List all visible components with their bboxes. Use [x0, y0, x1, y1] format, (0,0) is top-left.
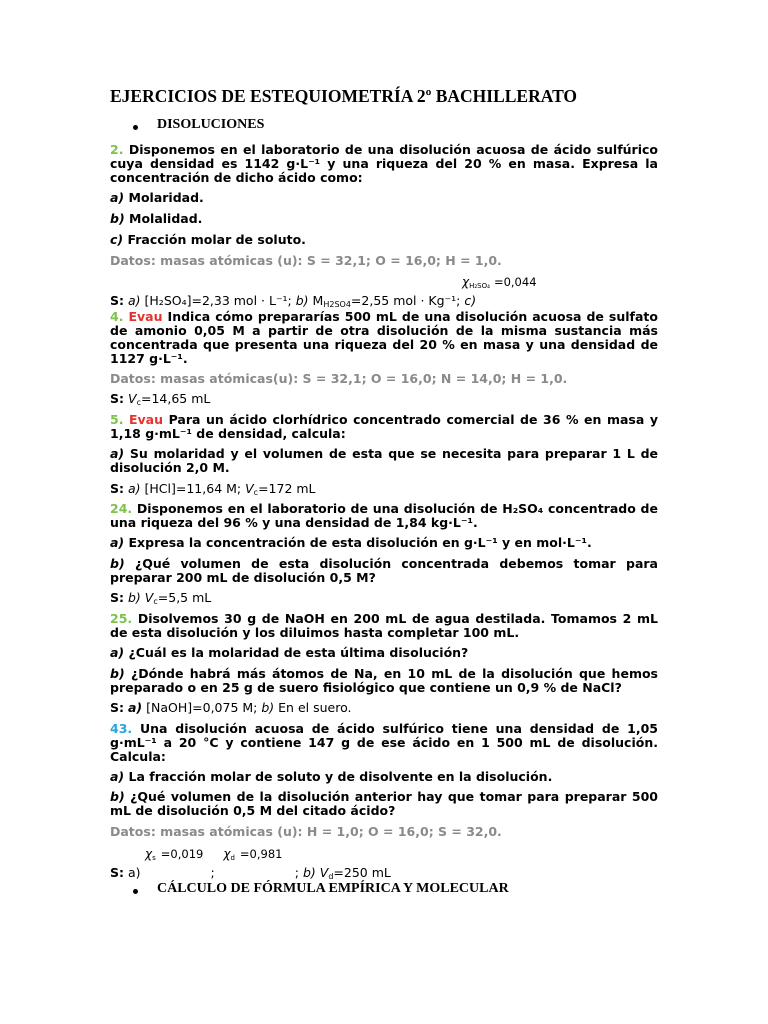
exercise-2: [110, 143, 658, 185]
exercise-number: 43.: [110, 721, 133, 736]
exercise-5-part-a: a) Su molaridad y el volumen de esta que se necesita para preparar 1 L de disolución 2,0 M.: [110, 446, 658, 475]
exercise-2-solution: χH₂SO₄ =0,044 S: a) [H₂SO₄]=2,33 mol · L⁻¹; b) $M_{H2SO4}=2,55$ mol · Kg⁻¹; c): [110, 275, 537, 309]
exercise-4-data: Datos: masas atómicas(u): S = 32,1; O = 16,0; N = 14,0; H = 1,0.: [110, 371, 568, 386]
exercise-43-data: Datos: masas atómicas (u): H = 1,0; O = 16,0; S = 32,0.: [110, 824, 502, 839]
exercise-4: 4. Evau Indica cómo prepararías 500 mL de una disolución acuosa de sulfato de amonio 0,05 M a partir de otra disolución de la misma sustancia más concentrada que presenta una riqueza del 20 % en masa y una densidad de 1127 g·L⁻¹.: [110, 309, 658, 366]
exercise-number: 2.: [110, 142, 124, 157]
exercise-24-solution: S: b) $V_c=5,5$ mL: [110, 590, 212, 606]
exercise-25-solution: S: a) [NaOH]=0,075 M; b) En el suero.: [110, 700, 352, 715]
exercise-24-part-a: a) Expresa la concentración de esta disolución en g·L⁻¹ y en mol·L⁻¹.: [110, 535, 592, 550]
exercise-43-solution: χs =0,019 χd =0,981 S: a) ; ; b) $V_d=250$ mL: [110, 847, 391, 881]
exercise-number: 24.: [110, 501, 133, 516]
bullet-icon: [133, 125, 138, 130]
exercise-25-part-b: b) ¿Dónde habrá más átomos de Na, en 10 mL de la disolución que hemos preparado o en 25 g de suero fisiológico que contiene un 0,9 % de NaCl?: [110, 666, 658, 695]
exercise-2-data: Datos: masas atómicas (u): S = 32,1; O = 16,0; H = 1,0.: [110, 253, 502, 268]
exercise-43-part-a: a) La fracción molar de soluto y de disolvente en la disolución.: [110, 769, 553, 784]
exercise-25: 25. Disolvemos 30 g de NaOH en 200 mL de agua destilada. Tomamos 2 mL de esta disolución y los diluimos hasta completar 100 mL.: [110, 611, 658, 640]
exercise-43-part-b: b) ¿Qué volumen de la disolución anterior hay que tomar para preparar 500 mL de disolución 0,5 M del citado ácido?: [110, 789, 658, 818]
exercise-43: 43. Una disolución acuosa de ácido sulfúrico tiene una densidad de 1,05 g·mL⁻¹ a 20 °C y contiene 147 g de ese ácido en 1 500 mL de disolución. Calcula:: [110, 721, 658, 764]
exercise-number: 4.: [110, 309, 124, 324]
evau-badge: Evau: [128, 309, 163, 324]
exercise-24: 24. Disponemos en el laboratorio de una disolución de H₂SO₄ concentrado de una riqueza del 96 % y una densidad de 1,84 kg·L⁻¹.: [110, 501, 658, 530]
exercise-4-solution: S: $V_c=14,65$ mL: [110, 391, 211, 407]
exercise-number: 25.: [110, 611, 133, 626]
bullet-icon: [133, 889, 138, 894]
exercise-5-solution: S: a) [HCl]=11,64 M; $V_c=172$ mL: [110, 481, 316, 497]
exercise-statement: 2. Disponemos en el laboratorio de una disolución acuosa de ácido sulfúrico cuya densidad es 1142 g·L⁻¹ y una riqueza del 20 % en masa. Expresa la concentración de dicho ácido como:: [110, 142, 658, 185]
section-heading-disoluciones: DISOLUCIONES: [133, 117, 240, 133]
exercise-2-part-c: c) Fracción molar de soluto.: [110, 232, 306, 247]
exercise-25-part-a: a) ¿Cuál es la molaridad de esta última disolución?: [110, 645, 469, 660]
section-heading-formula: CÁLCULO DE FÓRMULA EMPÍRICA Y MOLECULAR: [133, 881, 485, 897]
evau-badge: Evau: [129, 412, 164, 427]
exercise-24-part-b: b) ¿Qué volumen de esta disolución concentrada debemos tomar para preparar 200 mL de disolución 0,5 M?: [110, 556, 658, 585]
exercise-2-part-b: b) Molalidad.: [110, 211, 203, 226]
exercise-2-part-a: a) Molaridad.: [110, 190, 204, 205]
exercise-number: 5.: [110, 412, 124, 427]
page-title: EJERCICIOS DE ESTEQUIOMETRÍA 2º BACHILLERATO: [110, 86, 578, 106]
exercise-5: 5. Evau Para un ácido clorhídrico concentrado comercial de 36 % en masa y 1,18 g·mL⁻¹ de densidad, calcula:: [110, 412, 658, 441]
